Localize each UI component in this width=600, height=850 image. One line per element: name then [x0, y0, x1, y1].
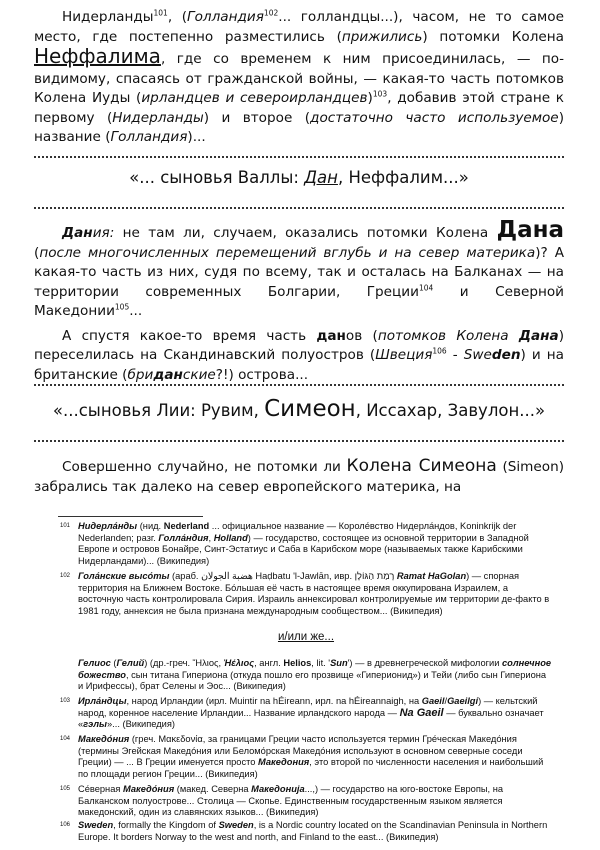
footnote-102	[60, 571, 552, 618]
text: ... официальное название — Короле́вство Нидерла́ндов, Koninkrijk der Nederlanden; разг.	[78, 521, 517, 543]
text: -	[446, 347, 464, 363]
text: , где со временем к ним присоединилась, — по-видимому, спасаясь от гражданской войны, — какая-то часть потомков Колена Иуды (	[34, 51, 564, 106]
text: ) — кельтский народ, коренное население Ирландии... Название ирландского народа —	[78, 696, 538, 718]
bold-italic-text: Дан	[62, 225, 93, 241]
text: ...,) — государство на юго-востоке Европы, на Балканском полуострове... Столица — Скопье. Единственным государственным языком является македонский, один из славянских языков... (Википедия)	[78, 784, 504, 818]
text: , formally the Kingdom of	[113, 820, 219, 830]
italic-text: прижились	[341, 28, 423, 45]
footnote-number: 105	[60, 786, 71, 792]
footnote-separator	[58, 516, 203, 517]
bold-italic-text: Sun	[330, 658, 348, 668]
footnote-ref-105[interactable]: 105	[114, 302, 130, 312]
tribe-name-large: Дана	[496, 217, 564, 243]
text: ?!) острова...	[215, 366, 309, 383]
dotted-divider	[34, 152, 564, 158]
text: ) — государство, состоящее из основной территории в Западной Европе и островов Бонайре, Синт-Эстатиус и Саба в Карибском море (называемых также Карибскими Нидерландами)... (Википедия)	[78, 532, 529, 567]
italic-text: ия:	[92, 225, 115, 241]
bold-italic-text: Gaeilgi	[447, 696, 479, 706]
footnote-number: 106	[60, 822, 71, 828]
text: (араб. هضبة الجولان‎ Haḍbatu 'l-Jawlān, ивр. רָמַת הַגּוֹלָן‎	[169, 571, 397, 581]
bold-italic-text: Na Gaeil	[399, 706, 444, 719]
text: (Simeon) забрались так далеко на север европейского материка, на	[34, 459, 564, 495]
footnote-104	[60, 734, 552, 781]
text: , англ.	[254, 658, 284, 668]
footnote-ref-103[interactable]: 103	[372, 89, 388, 99]
text: — буквально означает «	[78, 707, 544, 730]
text: ов (	[345, 327, 378, 344]
bold-italic-text: Gaeil	[421, 696, 445, 706]
text: (	[34, 244, 40, 261]
italic-text: потомков Колена	[377, 327, 519, 344]
bold-italic-text: den	[491, 347, 521, 363]
bold-italic-text: Дана	[518, 327, 559, 344]
footnote-101	[60, 521, 552, 568]
bold-italic-text: Гелий	[116, 658, 145, 668]
text: не там ли, случаем, оказались потомки Колена	[114, 225, 497, 241]
text: (макед. Северна	[174, 784, 252, 794]
footnote-number: 101	[60, 523, 71, 529]
text: »... (Википедия)	[107, 719, 176, 730]
bold-italic-text: Holland	[213, 532, 248, 543]
bold-italic-text: Ирла́ндцы	[78, 696, 127, 706]
footnote-105	[60, 784, 552, 819]
text: ) — спорная территория на Ближнем Востоке. Бо́льшая её часть в настоящее время оккупирована Израилем, а восточную часть контролировала Сирия. Израиль аннексировал контролируемые им территории де-факто в 1981 году, аннексия не была признана международным сообществом... (Википедия)	[78, 571, 550, 617]
highlighted-name: Симеон	[264, 396, 356, 422]
paragraph-dania	[34, 217, 565, 390]
bold-italic-text: Ramat HaGolan	[396, 571, 467, 581]
tribe-name-large: Неффалима	[34, 44, 161, 68]
text: ) название (	[34, 109, 564, 145]
bold-italic-text: Sweden	[78, 820, 114, 830]
bold-italic-text: Македо́ния	[122, 784, 175, 794]
bold-italic-text: солнечное божество	[78, 658, 552, 680]
text: /	[444, 696, 448, 706]
bold-italic-text: Нидерла́нды	[78, 521, 138, 531]
bold-text: дан	[316, 327, 346, 344]
footnote-ref-102[interactable]: 102	[263, 8, 279, 18]
bold-italic-text: Голла́ндия	[158, 532, 209, 543]
dotted-divider	[34, 436, 564, 442]
italic-text: Нидерланды	[112, 109, 204, 126]
text: ...	[129, 303, 143, 319]
bold-italic-text: Гелиос	[78, 658, 111, 668]
text: А спустя какое-то время часть	[62, 327, 317, 344]
text: (	[110, 658, 117, 668]
footnote-ref-104[interactable]: 104	[418, 282, 434, 292]
italic-text: достаточно часто используемое	[310, 109, 559, 126]
footnote-number: 104	[60, 736, 71, 742]
text: ) потомки Колена	[422, 28, 564, 45]
bold-italic-text: Гола́нские высо́ты	[78, 571, 170, 581]
text: Се́верная	[78, 784, 123, 794]
tribe-name-large: Колена Симеона	[346, 456, 497, 476]
italic-text: Голландия	[110, 129, 188, 145]
footnote-number: 103	[60, 698, 71, 704]
note-helios	[60, 658, 552, 693]
dotted-divider	[34, 380, 564, 386]
text: (нид.	[137, 521, 164, 531]
text: «...сыновья Лии: Рувим,	[52, 401, 265, 420]
bold-italic-text: Македо́ния	[78, 734, 130, 744]
bold-italic-text: Ἠέλιος	[223, 658, 255, 668]
dotted-divider	[34, 203, 564, 209]
footnote-106	[60, 820, 552, 843]
text: Нидерланды	[62, 9, 154, 25]
text: ... голландцы...), часом, не то самое место, где постепенно разместились (	[34, 9, 564, 45]
text: ) и на британские (	[34, 347, 564, 383]
bold-italic-text: Sweden	[218, 820, 254, 830]
text: , lit. '	[311, 658, 331, 668]
text: , сын титана Гипериона (откуда пошло его прозвище «Гиперионид») и Тейи (либо сын Гипериона и Ирифессы), брат Селены и Эос... (Википедия)	[78, 669, 547, 692]
italic-text: Swe	[463, 347, 492, 363]
text: «... сыновья Валлы:	[129, 168, 305, 187]
text: , добавив этой стране к первому (	[34, 90, 564, 126]
text: Совершенно случайно, не потомки ли	[62, 459, 347, 475]
text: ) переселилась на Скандинавский полуостров (	[34, 327, 565, 363]
bold-text: Helios	[283, 658, 312, 668]
bold-italic-text: гэлы	[83, 719, 107, 730]
text: ') — в древнегреческой мифологии	[347, 658, 502, 668]
quote-sons-of-leah	[34, 396, 564, 422]
italic-text: ирландцев и североирландцев	[141, 90, 368, 106]
footnote-number: 102	[60, 573, 71, 579]
text: ) (др.-греч. Ἥλιος,	[144, 658, 224, 668]
text: и Северной Македонии	[34, 283, 565, 319]
paragraph-netherlands	[34, 8, 564, 153]
quote-sons-of-bilhah	[34, 168, 564, 187]
bold-italic-text: Македонија	[251, 784, 305, 794]
or-link[interactable]: и/или же...	[277, 631, 335, 643]
italic-text: бри	[127, 366, 154, 383]
text: ) и второе (	[203, 109, 311, 126]
italic-text: после многочисленных перемещений вглубь и на север материка	[39, 244, 536, 261]
bold-text: Nederland	[163, 521, 210, 531]
text: (греч. Μακεδονία, за границами Греции часто используется термин Гре́ческая Македо́ния (термины Эгейская Македо́ния или Беломо́рская Македо́ния используют в основном северные соседи Греции) — ... В Греции именуется просто	[78, 734, 523, 768]
italic-text: Голландия	[187, 9, 264, 25]
italic-text: Швеция	[375, 347, 433, 363]
text: , народ Ирландии (ирл. Muintir na hÉireann, ирл. na hÉireannaigh, на	[126, 696, 422, 706]
text: )? А какая-то часть из них, судя по всему, так и осталась на Балканах — на территории современных Болгарии, Греции	[34, 244, 564, 300]
text: , Иссахар, Завулон...»	[355, 401, 546, 420]
text: ,	[208, 532, 214, 543]
footnote-ref-101[interactable]: 101	[153, 8, 168, 18]
paragraph-simeon	[34, 457, 564, 502]
text: , (	[167, 9, 188, 25]
text: )...	[187, 129, 206, 145]
footnote-103	[60, 696, 552, 731]
highlighted-name: Дан	[304, 168, 338, 187]
text: , is a Nordic country located on the Scandinavian Peninsula in Northern Europe. It borders Norway to the west and north, and Finland to the east... (Википедия)	[78, 820, 548, 842]
bold-italic-text: Македония	[258, 757, 310, 768]
italic-text: ские	[182, 366, 216, 383]
or-link-block	[60, 632, 552, 644]
footnote-ref-106[interactable]: 106	[432, 346, 447, 356]
text: , это второй по численности населения и наибольший по площади регион Греции... (Википедия)	[78, 757, 544, 780]
bold-italic-text: дан	[153, 366, 183, 383]
text: , Неффалим...»	[337, 168, 469, 187]
text: )	[367, 90, 373, 106]
